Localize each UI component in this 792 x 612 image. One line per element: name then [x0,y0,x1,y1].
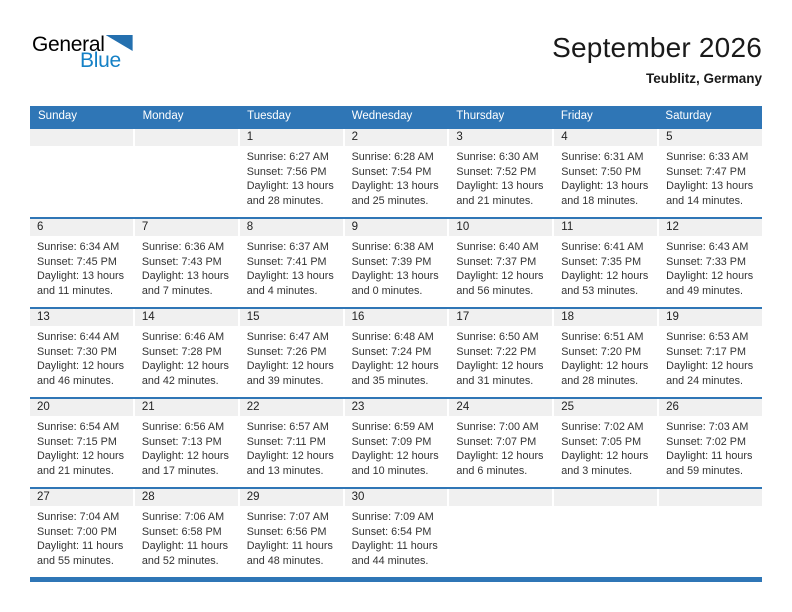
page-title: September 2026 [552,32,762,63]
day-detail-line: and 59 minutes. [666,464,743,477]
date-strip [659,129,762,146]
date-number: 16 [351,311,365,323]
week-row [30,397,762,487]
day-detail-line: and 44 minutes. [351,554,429,567]
empty-day-cell [659,489,762,577]
day-detail-line: Sunrise: 6:50 AM [456,331,539,343]
date-strip [240,129,343,146]
day-details [30,146,133,150]
date-number: 1 [246,131,254,143]
day-cell-2 [345,129,448,217]
day-details [449,326,552,388]
day-details [659,506,762,510]
day-detail-line: Daylight: 13 hours [141,270,229,283]
weekday-header-sunday: Sunday [38,110,78,122]
day-detail-line: Sunrise: 6:46 AM [141,331,225,343]
date-strip [659,219,762,236]
day-detail-line: and 17 minutes. [141,464,219,477]
date-strip [554,399,657,416]
date-number: 14 [141,311,155,323]
day-cell-14 [135,309,238,397]
empty-day-cell [449,489,552,577]
day-details [345,416,448,478]
day-detail-line: Sunrise: 7:04 AM [37,511,120,523]
day-detail-line: Sunrise: 6:30 AM [456,151,539,163]
date-strip [345,489,448,506]
day-detail-line: Daylight: 12 hours [561,360,649,373]
location-subtitle: Teublitz, Germany [645,71,762,86]
date-number: 20 [37,401,50,413]
date-number: 26 [666,401,679,413]
weekday-header-wednesday: Wednesday [351,110,413,122]
date-strip [449,309,552,326]
calendar-header [30,30,762,100]
day-detail-line: and 21 minutes. [37,464,114,477]
day-detail-line: Sunrise: 6:40 AM [456,241,539,253]
date-strip [30,399,133,416]
week-row [30,127,762,217]
date-number: 30 [351,491,365,503]
day-detail-line: Sunset: 7:52 PM [456,165,537,178]
day-detail-line: Sunrise: 6:59 AM [351,421,434,433]
day-detail-line: Sunset: 7:39 PM [351,255,432,268]
day-detail-line: Daylight: 11 hours [351,540,438,553]
day-detail-line: Sunrise: 6:43 AM [666,241,749,253]
day-details [659,326,762,388]
day-detail-line: Sunset: 7:20 PM [561,345,642,358]
date-number: 6 [37,221,44,233]
weekday-header-friday: Friday [560,110,593,122]
day-detail-line: Sunrise: 6:28 AM [351,151,434,163]
day-detail-line: and 3 minutes. [561,464,633,477]
date-number: 7 [141,221,149,233]
day-detail-line: Sunset: 7:50 PM [561,165,642,178]
day-detail-line: and 18 minutes. [561,194,639,207]
day-detail-line: and 0 minutes. [351,284,423,297]
date-strip [659,489,762,506]
day-detail-line: Sunrise: 6:44 AM [37,331,120,343]
day-detail-line: and 52 minutes. [141,554,219,567]
day-details [449,146,552,208]
day-detail-line: and 14 minutes. [666,194,743,207]
day-detail-line: Sunset: 7:33 PM [666,255,746,268]
day-detail-line: Daylight: 13 hours [351,180,439,193]
date-number: 17 [456,311,470,323]
day-detail-line: Sunset: 7:26 PM [246,345,327,358]
day-details [449,416,552,478]
day-detail-line: and 10 minutes. [351,464,429,477]
date-strip [345,399,448,416]
day-detail-line: Sunrise: 6:41 AM [561,241,644,253]
day-details [240,506,343,568]
day-cell-20 [30,399,133,487]
day-detail-line: and 48 minutes. [246,554,324,567]
day-detail-line: and 21 minutes. [456,194,534,207]
day-detail-line: Sunset: 7:30 PM [37,345,117,358]
date-strip [135,399,238,416]
weekday-header-saturday: Saturday [665,110,712,122]
day-detail-line: and 4 minutes. [246,284,318,297]
date-strip [135,219,238,236]
date-strip [30,309,133,326]
date-strip [30,129,133,146]
day-detail-line: and 24 minutes. [666,374,743,387]
day-detail-line: and 53 minutes. [561,284,639,297]
logo-text-blue: Blue [80,49,121,72]
date-number: 29 [246,491,260,503]
day-detail-line: Sunset: 7:07 PM [456,435,537,448]
day-cell-16 [345,309,448,397]
day-detail-line: Sunrise: 6:36 AM [141,241,225,253]
day-detail-line: Sunset: 7:45 PM [37,255,117,268]
date-strip [554,309,657,326]
date-number: 22 [246,401,260,413]
day-detail-line: Sunrise: 7:09 AM [351,511,434,523]
day-details [240,326,343,388]
day-details [554,506,657,510]
day-detail-line: Daylight: 12 hours [141,360,229,373]
day-detail-line: Sunset: 6:54 PM [351,525,432,538]
day-cell-22 [240,399,343,487]
day-detail-line: and 39 minutes. [246,374,324,387]
date-number: 18 [561,311,575,323]
date-number: 4 [561,131,568,143]
week-row [30,487,762,577]
day-cell-4 [554,129,657,217]
day-detail-line: Sunrise: 6:57 AM [246,421,329,433]
day-details [30,236,133,298]
day-detail-line: Daylight: 12 hours [561,450,649,463]
date-strip [135,129,238,146]
calendar-bottom-border [30,577,762,582]
day-detail-line: Sunset: 7:43 PM [141,255,222,268]
day-details [345,146,448,208]
day-detail-line: Sunrise: 6:27 AM [246,151,329,163]
day-detail-line: Sunrise: 7:02 AM [561,421,644,433]
date-number: 5 [666,131,673,143]
day-cell-18 [554,309,657,397]
day-detail-line: Sunrise: 6:53 AM [666,331,749,343]
day-details [659,236,762,298]
calendar-table [30,106,762,582]
day-detail-line: and 28 minutes. [561,374,639,387]
date-number: 2 [351,131,358,143]
week-row [30,307,762,397]
day-details [135,146,238,150]
date-number: 9 [351,221,358,233]
date-number: 24 [456,401,470,413]
day-detail-line: and 46 minutes. [37,374,114,387]
day-detail-line: Daylight: 13 hours [37,270,125,283]
day-details [135,506,238,568]
day-detail-line: Daylight: 12 hours [37,450,125,463]
date-number: 3 [456,131,463,143]
day-detail-line: Sunset: 7:28 PM [141,345,222,358]
empty-day-cell [30,129,133,217]
date-strip [449,489,552,506]
date-number: 19 [666,311,679,323]
weekday-header-row [30,106,762,127]
day-detail-line: Sunrise: 7:00 AM [456,421,539,433]
day-details [345,506,448,568]
day-detail-line: Sunset: 7:17 PM [666,345,746,358]
date-strip [449,219,552,236]
day-details [135,326,238,388]
day-detail-line: Sunset: 7:15 PM [37,435,117,448]
day-detail-line: Daylight: 11 hours [246,540,333,553]
day-detail-line: and 6 minutes. [456,464,528,477]
date-number: 13 [37,311,50,323]
date-strip [135,309,238,326]
day-detail-line: Daylight: 13 hours [351,270,439,283]
day-cell-28 [135,489,238,577]
day-detail-line: Sunrise: 6:31 AM [561,151,644,163]
day-details [554,326,657,388]
date-number: 23 [351,401,365,413]
day-cell-23 [345,399,448,487]
day-detail-line: Daylight: 11 hours [141,540,229,553]
date-strip [554,129,657,146]
calendar-weeks [30,127,762,577]
date-strip [449,399,552,416]
day-detail-line: Daylight: 12 hours [456,450,544,463]
day-details [345,236,448,298]
date-number: 10 [456,221,470,233]
day-cell-25 [554,399,657,487]
day-cell-27 [30,489,133,577]
day-detail-line: Sunset: 7:05 PM [561,435,642,448]
day-detail-line: Sunrise: 6:51 AM [561,331,644,343]
day-detail-line: and 55 minutes. [37,554,114,567]
day-detail-line: Sunset: 7:24 PM [351,345,432,358]
date-strip [659,399,762,416]
day-detail-line: Sunrise: 6:37 AM [246,241,329,253]
date-strip [135,489,238,506]
weekday-header-tuesday: Tuesday [247,110,291,122]
day-details [554,416,657,478]
day-detail-line: Daylight: 13 hours [561,180,649,193]
day-detail-line: Sunrise: 6:47 AM [246,331,329,343]
day-detail-line: and 13 minutes. [246,464,324,477]
empty-day-cell [135,129,238,217]
day-details [659,146,762,208]
day-details [30,506,133,568]
day-detail-line: Sunset: 7:37 PM [456,255,537,268]
day-cell-13 [30,309,133,397]
date-strip [240,489,343,506]
date-number: 11 [561,221,574,233]
day-detail-line: Sunrise: 6:56 AM [141,421,225,433]
day-detail-line: Sunrise: 6:34 AM [37,241,120,253]
day-detail-line: Daylight: 11 hours [37,540,124,553]
day-detail-line: Daylight: 13 hours [456,180,544,193]
date-strip [345,219,448,236]
date-number: 15 [246,311,260,323]
day-detail-line: Sunrise: 6:48 AM [351,331,434,343]
general-blue-logo [32,34,133,71]
empty-day-cell [554,489,657,577]
day-details [240,236,343,298]
day-detail-line: Daylight: 12 hours [246,450,334,463]
day-detail-line: Daylight: 12 hours [351,360,439,373]
day-detail-line: Sunrise: 7:03 AM [666,421,749,433]
day-detail-line: Sunrise: 7:06 AM [141,511,225,523]
day-cell-29 [240,489,343,577]
day-cell-6 [30,219,133,307]
day-detail-line: Sunrise: 6:54 AM [37,421,120,433]
day-details [449,236,552,298]
day-cell-10 [449,219,552,307]
day-detail-line: Daylight: 13 hours [246,270,334,283]
day-detail-line: Daylight: 12 hours [351,450,439,463]
day-cell-11 [554,219,657,307]
date-number: 28 [141,491,155,503]
day-detail-line: Sunrise: 7:07 AM [246,511,329,523]
day-detail-line: Daylight: 12 hours [246,360,334,373]
day-details [240,146,343,208]
day-detail-line: Sunset: 7:00 PM [37,525,117,538]
day-detail-line: Daylight: 11 hours [666,450,753,463]
date-strip [345,309,448,326]
day-detail-line: Sunset: 6:58 PM [141,525,222,538]
date-strip [240,399,343,416]
day-detail-line: and 49 minutes. [666,284,743,297]
day-detail-line: and 11 minutes. [37,284,114,297]
day-detail-line: Sunset: 7:35 PM [561,255,642,268]
day-detail-line: Daylight: 12 hours [141,450,229,463]
day-details [449,506,552,510]
day-cell-21 [135,399,238,487]
day-cell-3 [449,129,552,217]
day-detail-line: Sunset: 7:54 PM [351,165,432,178]
day-detail-line: Sunset: 6:56 PM [246,525,327,538]
day-detail-line: Sunset: 7:22 PM [456,345,537,358]
date-number: 25 [561,401,575,413]
date-number: 12 [666,221,679,233]
week-row [30,217,762,307]
day-detail-line: Sunset: 7:56 PM [246,165,327,178]
date-strip [30,489,133,506]
day-detail-line: and 31 minutes. [456,374,534,387]
day-detail-line: Sunset: 7:13 PM [141,435,222,448]
day-detail-line: Daylight: 13 hours [246,180,334,193]
date-strip [240,219,343,236]
day-details [659,416,762,478]
day-cell-7 [135,219,238,307]
day-details [135,416,238,478]
day-detail-line: Daylight: 12 hours [666,360,754,373]
day-cell-9 [345,219,448,307]
day-detail-line: and 42 minutes. [141,374,219,387]
day-cell-19 [659,309,762,397]
date-number: 27 [37,491,50,503]
day-detail-line: and 35 minutes. [351,374,429,387]
date-number: 21 [141,401,155,413]
day-details [345,326,448,388]
day-detail-line: Daylight: 12 hours [561,270,649,283]
day-cell-8 [240,219,343,307]
day-details [30,326,133,388]
day-cell-26 [659,399,762,487]
day-detail-line: Sunset: 7:09 PM [351,435,432,448]
day-details [135,236,238,298]
day-cell-5 [659,129,762,217]
day-cell-15 [240,309,343,397]
day-detail-line: and 25 minutes. [351,194,429,207]
day-details [554,236,657,298]
date-strip [30,219,133,236]
day-detail-line: Sunrise: 6:33 AM [666,151,749,163]
date-strip [554,489,657,506]
day-detail-line: and 56 minutes. [456,284,534,297]
day-detail-line: Sunset: 7:02 PM [666,435,746,448]
day-details [30,416,133,478]
title-block [552,32,762,86]
day-cell-17 [449,309,552,397]
day-detail-line: Daylight: 13 hours [666,180,754,193]
day-details [554,146,657,208]
day-detail-line: Sunrise: 6:38 AM [351,241,434,253]
day-detail-line: Daylight: 12 hours [456,270,544,283]
date-strip [345,129,448,146]
date-strip [554,219,657,236]
weekday-header-monday: Monday [142,110,184,122]
day-detail-line: Sunset: 7:47 PM [666,165,746,178]
date-number: 8 [246,221,254,233]
day-detail-line: Sunset: 7:41 PM [246,255,327,268]
logo-text-general: General [32,33,105,56]
day-cell-12 [659,219,762,307]
date-strip [449,129,552,146]
weekday-header-thursday: Thursday [456,110,505,122]
day-detail-line: Sunset: 7:11 PM [246,435,326,448]
day-detail-line: and 28 minutes. [246,194,324,207]
day-cell-24 [449,399,552,487]
date-strip [659,309,762,326]
day-detail-line: Daylight: 12 hours [456,360,544,373]
day-cell-30 [345,489,448,577]
day-detail-line: Daylight: 12 hours [666,270,754,283]
day-details [240,416,343,478]
date-strip [240,309,343,326]
day-detail-line: and 7 minutes. [141,284,213,297]
day-detail-line: Daylight: 12 hours [37,360,125,373]
day-cell-1 [240,129,343,217]
